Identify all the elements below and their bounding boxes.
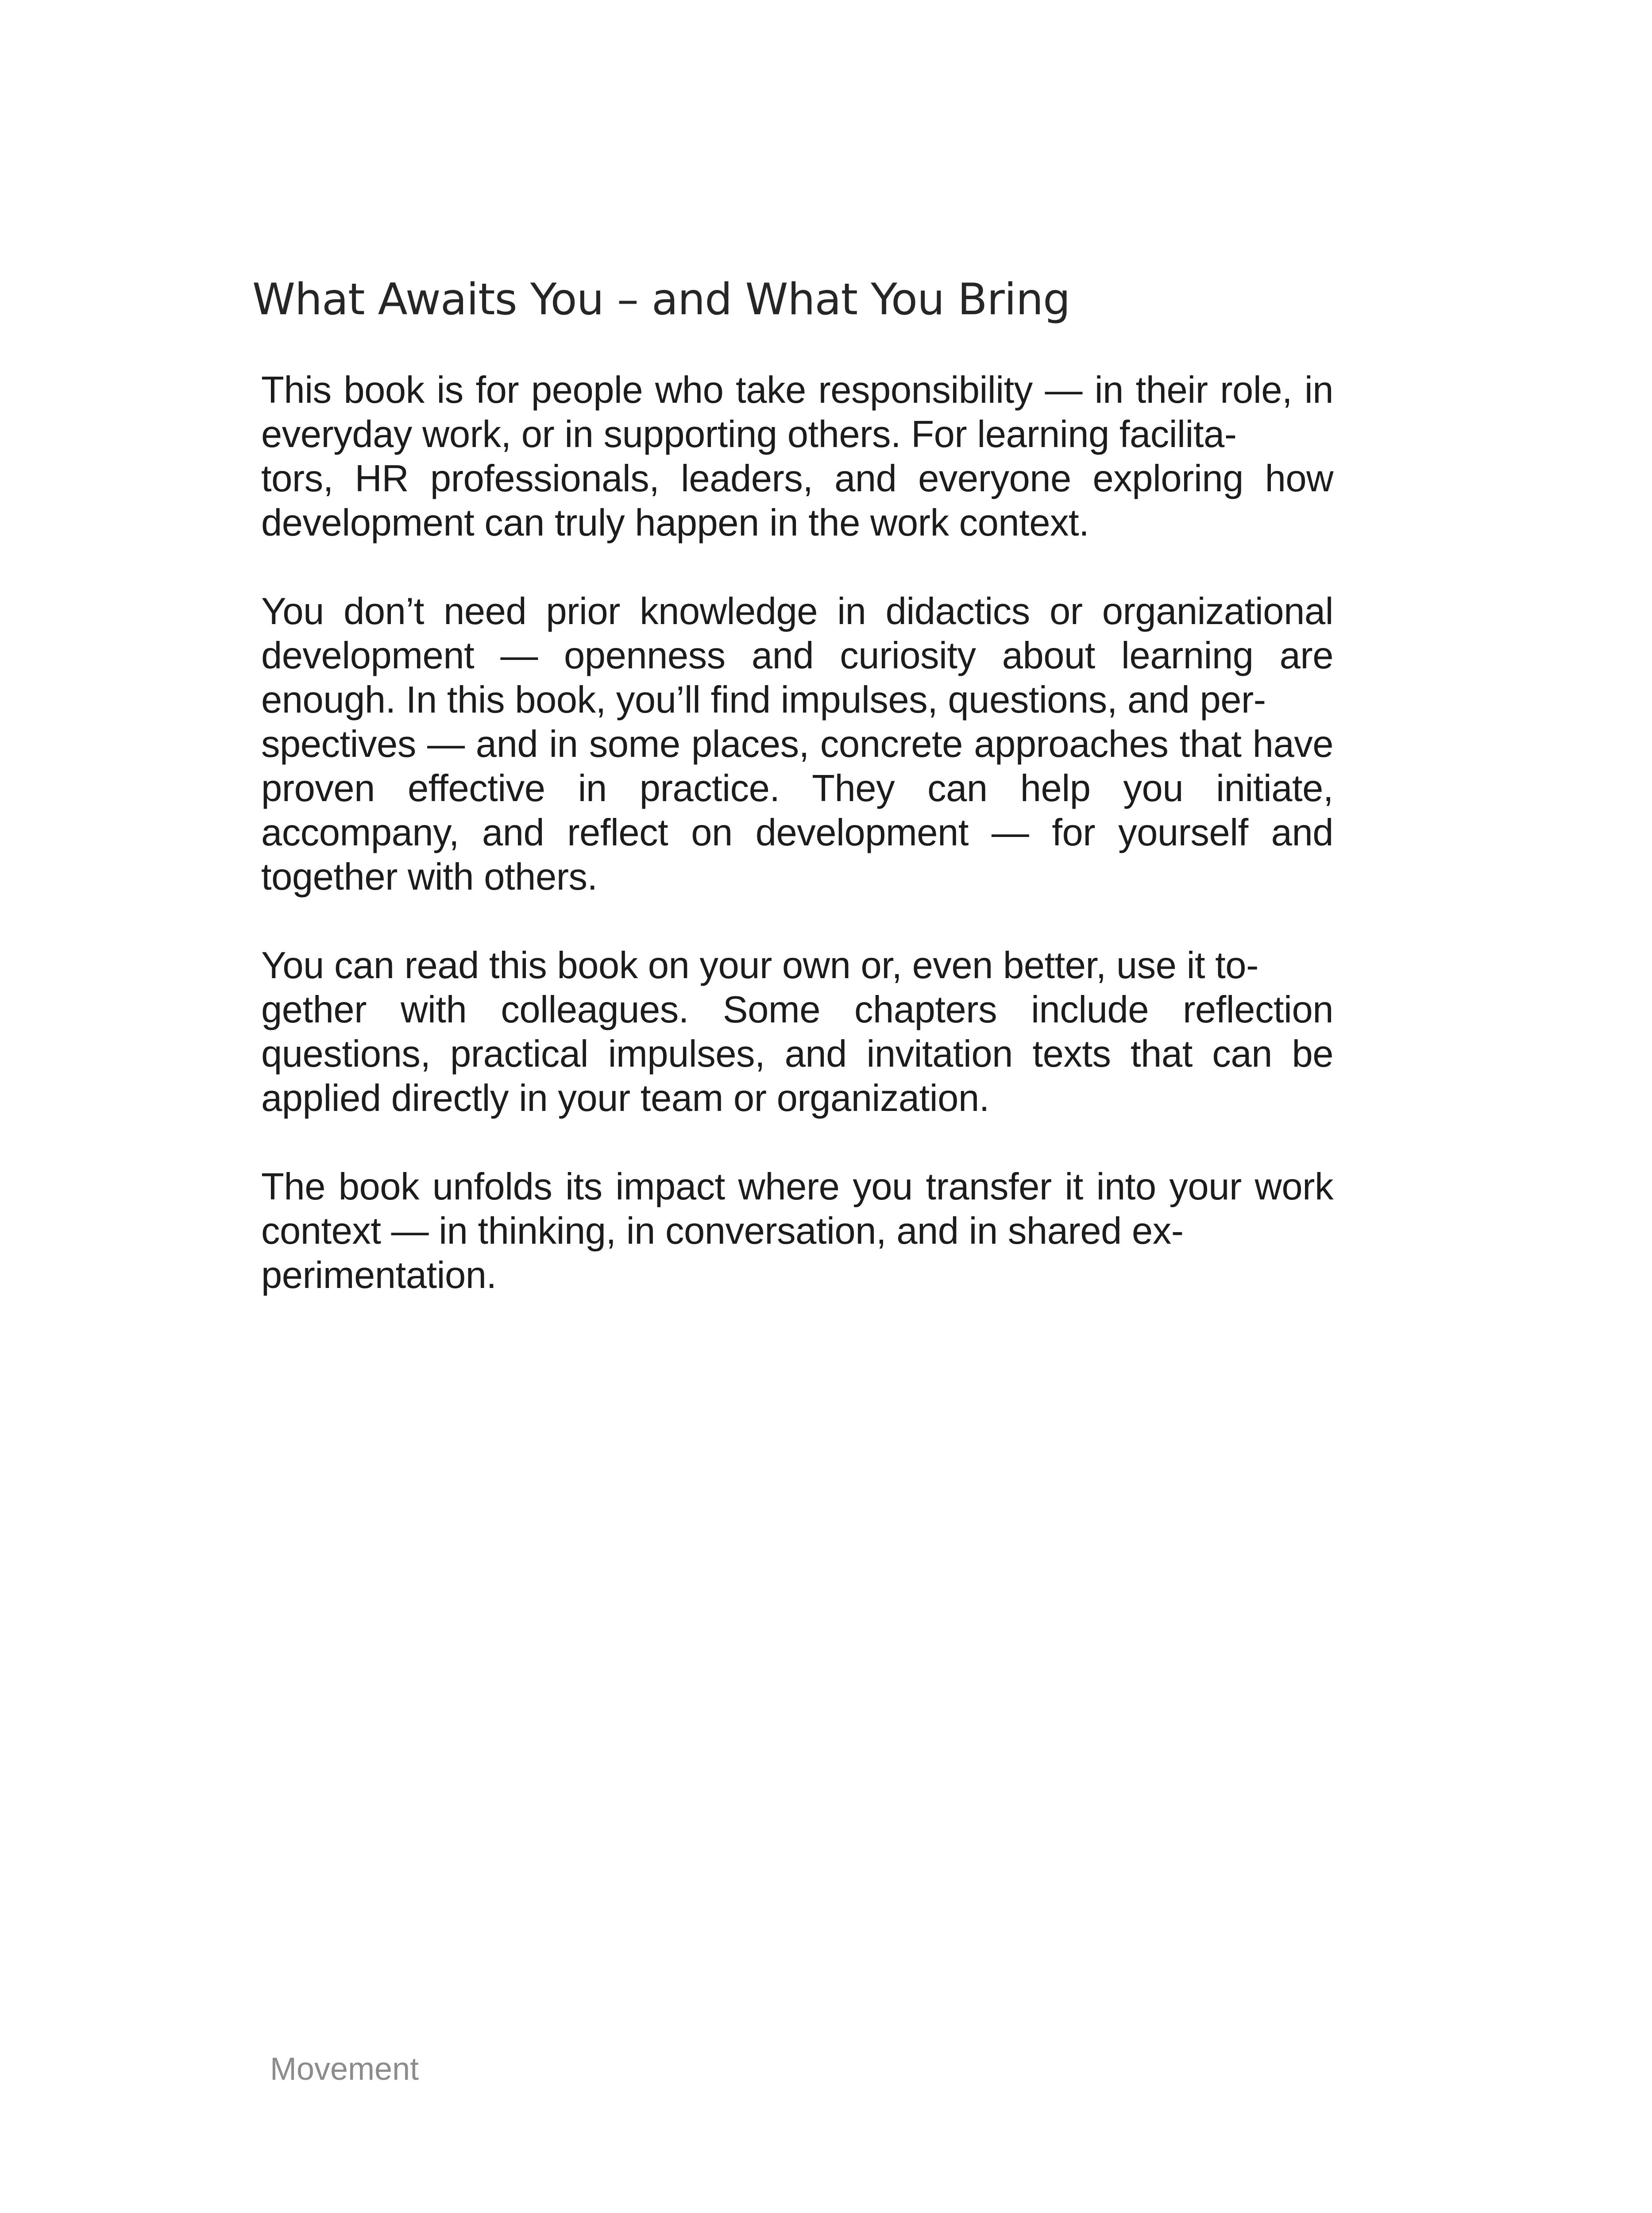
paragraph-audience: This book is for people who take responsibility — in their role, in everyday work, or in supporting others. For learning facilita- tors, HR professionals, leaders, and everyone exploring how development can truly happen in the work context.: [261, 369, 1333, 544]
body-text: [261, 368, 1333, 1298]
page-title: What Awaits You – and What You Bring: [252, 274, 1070, 325]
paragraph-impact: The book unfolds its impact where you transfer it into your work context — in thinking, in conversation, and in shared ex- perimentation.: [261, 1166, 1333, 1296]
paragraph-how-to-read: You can read this book on your own or, even better, use it to- gether with colleagues. Some chapters include reflection questions, practical impulses, and invitation texts that can be applied directly in your team or organization.: [261, 945, 1333, 1119]
paragraph-prerequisites: You don’t need prior knowledge in didactics or organizational development — openness and curiosity about learning are enough. In this book, you’ll find impulses, questions, and per- spectives — and in some places, concrete approaches that have proven effective in practice. They can help you initiate, accompany, and reflect on development — for yourself and together with others.: [261, 590, 1333, 898]
running-footer: Movement: [270, 2051, 419, 2087]
